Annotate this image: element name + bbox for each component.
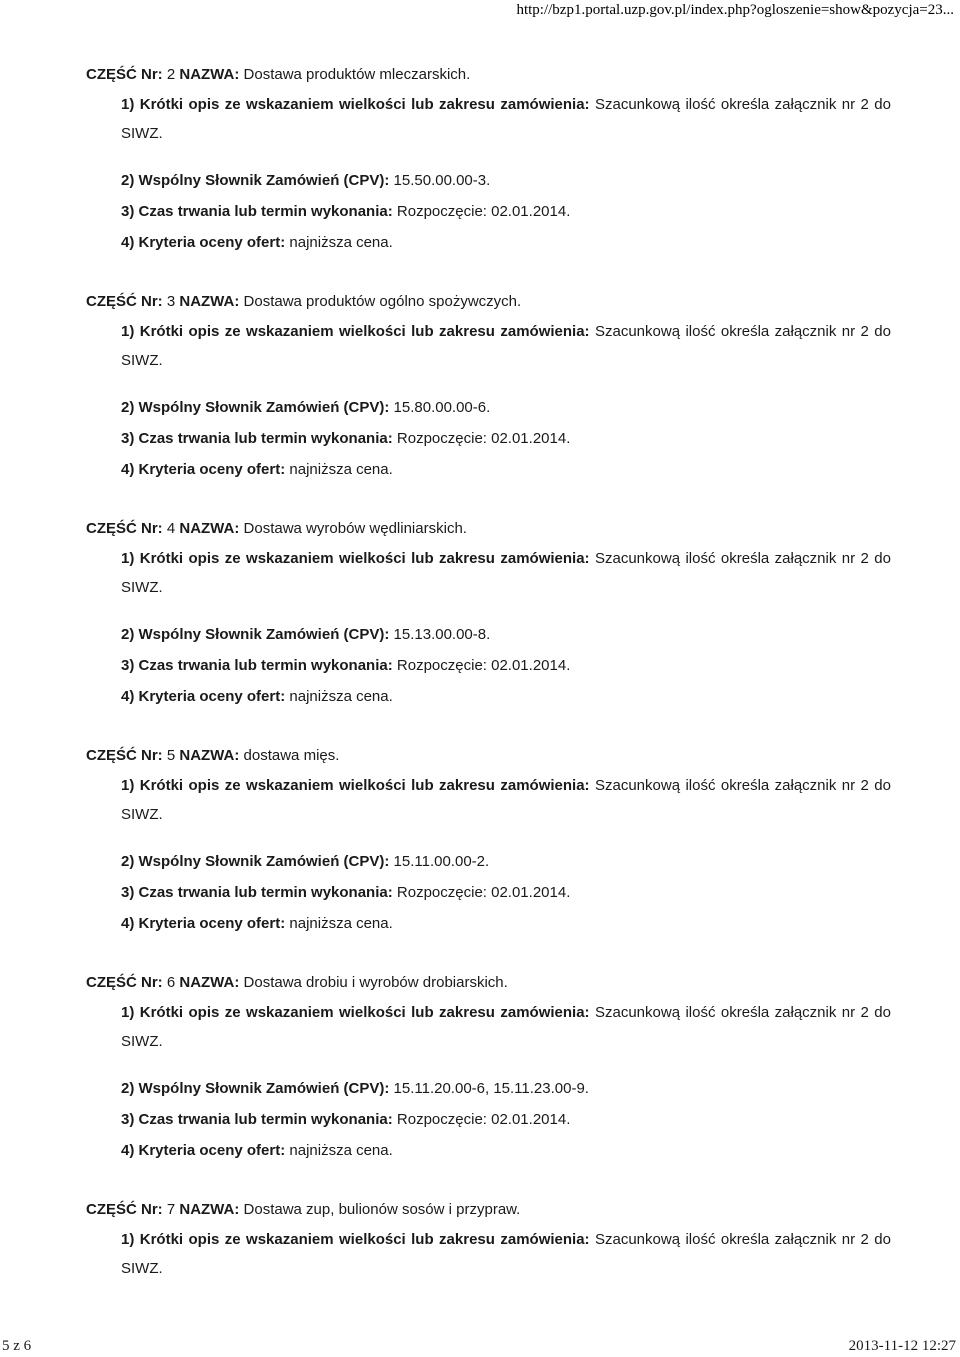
cpv-item-value: 15.11.20.00-6, 15.11.23.00-9. <box>393 1080 589 1097</box>
criteria-item-value: najniższa cena. <box>289 1142 393 1159</box>
cpv-item <box>121 1074 891 1103</box>
criteria-item-label: 4) Kryteria oceny ofert: <box>121 915 286 932</box>
part-label: CZĘŚĆ Nr: <box>86 1201 163 1218</box>
part-name: Dostawa zup, bulionów sosów i przypraw. <box>243 1201 521 1218</box>
part-number: 2 <box>166 66 176 83</box>
time-item-value: Rozpoczęcie: 02.01.2014. <box>396 657 571 674</box>
time-item <box>121 424 891 453</box>
part-label: CZĘŚĆ Nr: <box>86 974 163 991</box>
criteria-item-value: najniższa cena. <box>289 688 393 705</box>
criteria-item-value: najniższa cena. <box>289 234 393 251</box>
part-number: 7 <box>166 1201 176 1218</box>
name-label: NAZWA: <box>179 66 240 83</box>
criteria-item <box>121 228 891 257</box>
time-item-value: Rozpoczęcie: 02.01.2014. <box>396 430 571 447</box>
part-label: CZĘŚĆ Nr: <box>86 293 163 310</box>
cpv-item-value: 15.13.00.00-8. <box>393 626 491 643</box>
part-title <box>86 66 470 84</box>
criteria-item <box>121 682 891 711</box>
criteria-item <box>121 1136 891 1165</box>
description-item-label: 1) Krótki opis ze wskazaniem wielkości lub zakresu zamówienia: <box>121 96 590 113</box>
time-item-label: 3) Czas trwania lub termin wykonania: <box>121 430 393 447</box>
description-item-label: 1) Krótki opis ze wskazaniem wielkości lub zakresu zamówienia: <box>121 1004 590 1021</box>
cpv-item <box>121 166 891 195</box>
cpv-item-value: 15.50.00.00-3. <box>393 172 491 189</box>
description-item <box>121 317 891 375</box>
criteria-item-value: najniższa cena. <box>289 461 393 478</box>
part-title <box>86 974 508 992</box>
cpv-item-value: 15.11.00.00-2. <box>393 853 490 870</box>
description-item <box>121 771 891 829</box>
description-item-value: Szacunkową ilość określa załącznik nr 2 do SIWZ. <box>121 777 891 823</box>
cpv-item-label: 2) Wspólny Słownik Zamówień (CPV): <box>121 172 390 189</box>
part-label: CZĘŚĆ Nr: <box>86 66 163 83</box>
criteria-item <box>121 909 891 938</box>
part-name: Dostawa produktów ogólno spożywczych. <box>243 293 522 310</box>
cpv-item-label: 2) Wspólny Słownik Zamówień (CPV): <box>121 626 390 643</box>
time-item-label: 3) Czas trwania lub termin wykonania: <box>121 1111 393 1128</box>
time-item-value: Rozpoczęcie: 02.01.2014. <box>396 884 571 901</box>
cpv-item-label: 2) Wspólny Słownik Zamówień (CPV): <box>121 1080 390 1097</box>
part-number: 4 <box>166 520 176 537</box>
cpv-item-label: 2) Wspólny Słownik Zamówień (CPV): <box>121 853 390 870</box>
print-datetime: 2013-11-12 12:27 <box>848 1338 956 1354</box>
page-number: 5 z 6 <box>2 1338 32 1354</box>
cpv-item <box>121 620 891 649</box>
part-title <box>86 520 467 538</box>
time-item <box>121 1105 891 1134</box>
description-item <box>121 544 891 602</box>
description-item-value: Szacunkową ilość określa załącznik nr 2 do SIWZ. <box>121 323 891 369</box>
part-name: Dostawa produktów mleczarskich. <box>243 66 471 83</box>
criteria-item-label: 4) Kryteria oceny ofert: <box>121 234 286 251</box>
part-label: CZĘŚĆ Nr: <box>86 520 163 537</box>
time-item-value: Rozpoczęcie: 02.01.2014. <box>396 203 571 220</box>
name-label: NAZWA: <box>179 293 240 310</box>
name-label: NAZWA: <box>179 974 240 991</box>
time-item-value: Rozpoczęcie: 02.01.2014. <box>396 1111 571 1128</box>
description-item-value: Szacunkową ilość określa załącznik nr 2 do SIWZ. <box>121 96 891 142</box>
description-item-value: Szacunkową ilość określa załącznik nr 2 do SIWZ. <box>121 550 891 596</box>
part-title <box>86 1201 520 1219</box>
criteria-item-label: 4) Kryteria oceny ofert: <box>121 461 286 478</box>
description-item-label: 1) Krótki opis ze wskazaniem wielkości lub zakresu zamówienia: <box>121 550 590 567</box>
description-item-value: Szacunkową ilość określa załącznik nr 2 do SIWZ. <box>121 1231 891 1277</box>
time-item-label: 3) Czas trwania lub termin wykonania: <box>121 884 393 901</box>
time-item <box>121 197 891 226</box>
part-number: 3 <box>166 293 176 310</box>
description-item <box>121 90 891 148</box>
time-item <box>121 651 891 680</box>
part-name: Dostawa wyrobów wędliniarskich. <box>243 520 467 537</box>
page-url: http://bzp1.portal.uzp.gov.pl/index.php?ogloszenie=show&pozycja=23... <box>516 2 954 18</box>
criteria-item-value: najniższa cena. <box>289 915 393 932</box>
time-item-label: 3) Czas trwania lub termin wykonania: <box>121 203 393 220</box>
name-label: NAZWA: <box>179 1201 240 1218</box>
part-title <box>86 293 521 311</box>
part-title <box>86 747 339 765</box>
time-item <box>121 878 891 907</box>
cpv-item <box>121 847 891 876</box>
part-number: 6 <box>166 974 176 991</box>
part-label: CZĘŚĆ Nr: <box>86 747 163 764</box>
criteria-item-label: 4) Kryteria oceny ofert: <box>121 1142 286 1159</box>
description-item-label: 1) Krótki opis ze wskazaniem wielkości lub zakresu zamówienia: <box>121 777 590 794</box>
criteria-item <box>121 455 891 484</box>
cpv-item-value: 15.80.00.00-6. <box>393 399 491 416</box>
cpv-item-label: 2) Wspólny Słownik Zamówień (CPV): <box>121 399 390 416</box>
name-label: NAZWA: <box>179 520 240 537</box>
part-name: Dostawa drobiu i wyrobów drobiarskich. <box>243 974 508 991</box>
time-item-label: 3) Czas trwania lub termin wykonania: <box>121 657 393 674</box>
description-item-value: Szacunkową ilość określa załącznik nr 2 do SIWZ. <box>121 1004 891 1050</box>
description-item-label: 1) Krótki opis ze wskazaniem wielkości lub zakresu zamówienia: <box>121 1231 590 1248</box>
part-number: 5 <box>166 747 176 764</box>
part-name: dostawa mięs. <box>243 747 340 764</box>
cpv-item <box>121 393 891 422</box>
name-label: NAZWA: <box>179 747 240 764</box>
description-item <box>121 1225 891 1283</box>
description-item-label: 1) Krótki opis ze wskazaniem wielkości lub zakresu zamówienia: <box>121 323 590 340</box>
criteria-item-label: 4) Kryteria oceny ofert: <box>121 688 286 705</box>
description-item <box>121 998 891 1056</box>
